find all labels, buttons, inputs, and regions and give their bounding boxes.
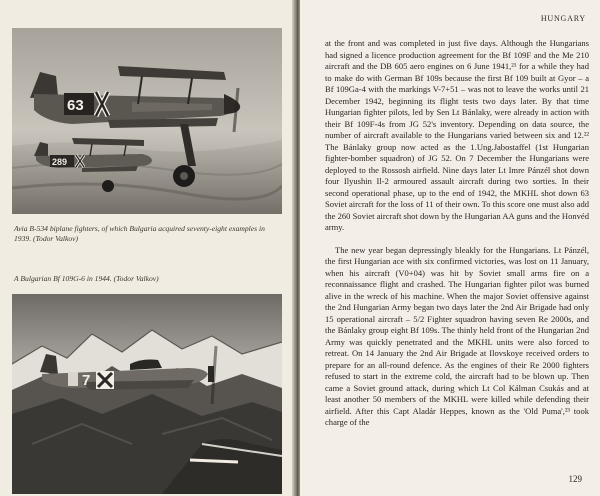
- photo2-caption: A Bulgarian Bf 109G-6 in 1944. (Todor Valkov): [14, 274, 159, 283]
- second-aircraft-marking: 289: [52, 157, 68, 167]
- right-page: [300, 0, 600, 496]
- photo-avia-b534-biplanes: [12, 28, 282, 214]
- paragraph-2: The new year began depressingly bleakly for the Hungarians. Lt Pánzél, the first Hungarian ace with six confirmed victories, was lost on 11 January, when his aircraft (V0+04) was hit by Soviet small arms fire on a reconnaissance flight and crashed. The Hungarian fighter pilot was burned alive in the wreck of his machine. When the major Soviet offensive against the 2nd Hungarian Army began two days later the 2nd Air Brigade had only 15 operational aircraft – 5/2 Fighter squadron having seven Re 2000s, and the Bánlaky group eight Bf 109s. The thinly held front of the Hungarian 2nd Army was quickly penetrated and the MKHL units were also forced to retreat. On 14 January the 2nd Air Brigade at Ilovskoye received orders to prepare for an all-round defence. As the engines of their Re 2000 fighters refused to start in the extreme cold, the aircraft had to be blown up. Then came a Soviet ground attack, during which Lt Col Kálman Csukás and at least another 50 members of the MKHL were killed while defending their airfield. After this Capt Aladár Heppes, known as the 'Old Puma',²³ took charge of the: [325, 244, 589, 427]
- photo-bf109g6: [12, 294, 282, 494]
- paragraph-1: at the front and was completed in just five days. Although the Hungarians had signed a licence production agreement for the Bf 109F and the Me 210 aircraft and the DB 605 aero engines on 6 June 1941,²¹ for a while they had to make do with German Bf 109s because the first Bf 109 built at Gyor – a Bf 109Ga-4 with the markings V-7+51 – was not to leave the works until 21 December 1942, beginning its flight tests two days later. By that time Hungarian fighter pilots, led by Sen Lt Bánlaky, were already in action with their Bf 109F-4s from JG 52's inventory. Depending on data source, the number of aircraft available to the Hungarians varied between six and 12.²² The Bánlaky group now acted as the 1.Ung.Jabostaffel (1st Hungarian fighter-bomber squadron) of JG 52. On 7 December the Hungarians were deployed to the Rossosh airfield. Nine days later Lt Imre Pánzél shot down four Ilyushin Il-2 armoured assault aircraft during two sorties. In their second operational phase, up to the end of 1942, the MKHL shot down 63 Soviet aircraft for the loss of 11 of their own. To this score one must also add the 260 Soviet aircraft shot down by the Hungarian AA guns and the Honvéd army.: [325, 38, 589, 232]
- body-text: [325, 38, 589, 429]
- running-head: HUNGARY: [540, 14, 586, 23]
- left-page: [0, 0, 296, 496]
- lead-aircraft-marking: 63: [67, 97, 84, 114]
- page-number: 129: [568, 474, 582, 484]
- bf109-marking: 7: [82, 372, 91, 389]
- photo1-caption: Avia B-534 biplane fighters, of which Bulgaria acquired seventy-eight examples in 1939. (Todor Valkov): [14, 224, 265, 243]
